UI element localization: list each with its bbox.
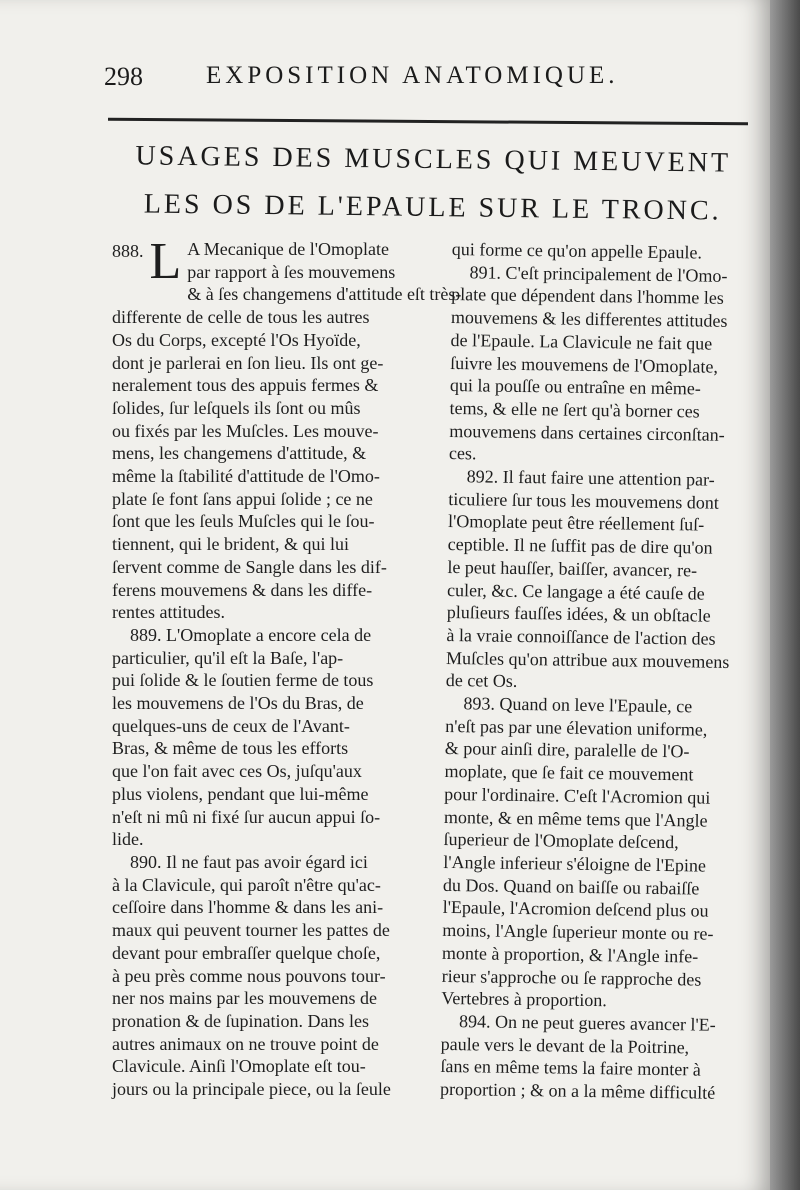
text-line: l'Angle inferieur s'éloigne de l'Epine bbox=[443, 851, 707, 876]
text-line: l'Omoplate peut être réellement ſuſ- bbox=[447, 511, 705, 535]
text-line: à la Clavicule, qui paroît n'être qu'ac- bbox=[112, 874, 381, 895]
text-line: ſolides, ſur leſquels ils ſont ou mûs bbox=[112, 397, 361, 418]
text-line: ferens mouvemens & dans les diffe- bbox=[112, 579, 373, 600]
text-line: & pour ainſi dire, paralelle de l'O- bbox=[444, 738, 690, 762]
text-line: Os du Corps, excepté l'Os Hyoïde, bbox=[112, 329, 361, 350]
running-head bbox=[104, 62, 664, 102]
text-line: proportion ; & on a la même difficulté bbox=[439, 1078, 716, 1103]
text-line: & à ſes changemens d'attitude eſt très- bbox=[187, 284, 462, 305]
text-line: lide. bbox=[112, 829, 144, 850]
text-line: qui forme ce qu'on appelle Epaule. bbox=[451, 238, 703, 263]
text-line: 892. Il faut faire une attention par- bbox=[466, 466, 715, 490]
text-line: neralement tous des appuis fermes & bbox=[112, 375, 379, 396]
text-line: mens, les changemens d'attitude, & bbox=[112, 443, 367, 464]
text-line: monte à proportion, & l'Angle infe- bbox=[441, 942, 699, 967]
text-line: Clavicule. Ainſi l'Omoplate eſt tou- bbox=[112, 1056, 366, 1077]
text-line: même la ſtabilité d'attitude de l'Omo- bbox=[112, 466, 380, 487]
text-line: de cet Os. bbox=[445, 670, 518, 692]
text-line: 893. Quand on leve l'Epaule, ce bbox=[463, 693, 693, 717]
text-line: que l'on fait avec ces Os, juſqu'aux bbox=[112, 761, 362, 782]
text-line: à la vraie connoiſſance de l'action des bbox=[446, 624, 716, 649]
text-line: l'Epaule, l'Acromion deſcend plus ou bbox=[442, 897, 709, 922]
text-line: pronation & de ſupination. Dans les bbox=[112, 1010, 369, 1031]
text-line: ſans en même tems la faire monter à bbox=[440, 1056, 701, 1080]
text-line: Muſcles qu'on attribue aux mouvemens bbox=[446, 647, 730, 672]
text-line: tiennent, qui le brident, & qui lui bbox=[112, 534, 349, 555]
text-line: monte, & en même tems que l'Angle bbox=[443, 806, 708, 831]
text-line: ticuliere ſur tous les mouvemens dont bbox=[448, 488, 719, 513]
text-line: ſont que les ſeuls Muſcles qui le ſou- bbox=[112, 511, 375, 532]
left-column bbox=[112, 233, 462, 1101]
text-line: culer, &c. Ce langage a été cauſe de bbox=[446, 579, 705, 604]
left-column-lines bbox=[112, 233, 462, 1101]
text-line: quelques-uns de ceux de l'Avant- bbox=[112, 715, 350, 736]
text-line: rentes attitudes. bbox=[112, 602, 225, 623]
text-line: le peut hauſſer, baiſſer, avancer, re- bbox=[447, 556, 698, 581]
text-line: pui ſolide & le ſoutien ferme de tous bbox=[112, 670, 374, 691]
text-line: mouvemens dans certaines circonſtan- bbox=[449, 420, 725, 445]
text-line: ſuivre les mouvemens de l'Omoplate, bbox=[450, 352, 719, 377]
text-line: ceptible. Il ne ſuffit pas de dire qu'on bbox=[447, 534, 713, 558]
text-line: par rapport à ſes mouvemens bbox=[187, 261, 396, 282]
text-line: A Mecanique de l'Omoplate bbox=[187, 239, 389, 259]
text-line: dont je parlerai en ſon lieu. Ils ont ge- bbox=[112, 352, 384, 373]
text-line: ces. bbox=[448, 443, 477, 464]
text-line: ner nos mains par les mouvemens de bbox=[112, 988, 377, 1009]
text-line: 894. On ne peut gueres avancer l'E- bbox=[458, 1011, 716, 1035]
text-line: à peu près comme nous pouvons tour- bbox=[112, 965, 386, 986]
text-line: qui la pouſſe ou entraîne en même- bbox=[449, 375, 701, 399]
text-line: rieur s'approche ou ſe rapproche des bbox=[441, 965, 702, 990]
text-line: plus violens, pendant que lui-même bbox=[112, 783, 369, 804]
text-line: ceſſoire dans l'homme & dans les ani- bbox=[112, 897, 384, 918]
paragraph-number: 888. bbox=[112, 241, 144, 261]
right-column bbox=[440, 238, 758, 1105]
text-line: ſervent comme de Sangle dans les dif- bbox=[112, 556, 387, 577]
book-title: EXPOSITION ANATOMIQUE. bbox=[206, 62, 619, 89]
dropcap: L bbox=[149, 233, 182, 290]
text-line: pour l'ordinaire. C'eſt l'Acromion qui bbox=[444, 783, 711, 808]
text-line: de l'Epaule. La Clavicule ne fait que bbox=[450, 329, 713, 354]
text-line: mouvemens & les differentes attitudes bbox=[450, 307, 728, 331]
right-column-lines bbox=[440, 238, 758, 1105]
text-line: 891. C'eſt principalement de l'Omo- bbox=[469, 261, 728, 286]
text-line: ou fixés par les Muſcles. Les mouve- bbox=[112, 420, 379, 441]
paragraph-888 bbox=[112, 233, 462, 1101]
text-line: n'eſt pas par une élevation uniforme, bbox=[445, 715, 708, 740]
text-line: n'eſt ni mû ni fixé ſur aucun appui ſo- bbox=[112, 806, 381, 827]
section-title-line-1: USAGES DES MUSCLES QUI MEUVENT bbox=[135, 140, 732, 179]
text-line: paule vers le devant de la Poitrine, bbox=[440, 1033, 690, 1057]
section-title bbox=[107, 132, 758, 236]
text-line: plate que dépendent dans l'homme les bbox=[451, 284, 724, 309]
text-line: differente de celle de tous les autres bbox=[112, 307, 370, 328]
page-gutter bbox=[770, 0, 800, 1190]
text-line: tems, & elle ne ſert qu'à borner ces bbox=[449, 397, 700, 422]
text-line: 890. Il ne faut pas avoir égard ici bbox=[130, 851, 368, 872]
section-title-line-2: LES OS DE L'EPAULE SUR LE TRONC. bbox=[143, 188, 722, 227]
text-line: Bras, & même de tous les efforts bbox=[112, 738, 349, 759]
page-number: 298 bbox=[104, 62, 143, 91]
text-line: pluſieurs fauſſes idées, & un obſtacle bbox=[446, 602, 711, 626]
text-line: ſuperieur de l'Omoplate deſcend, bbox=[443, 829, 679, 853]
text-line: du Dos. Quand on baiſſe ou rabaiſſe bbox=[442, 874, 700, 899]
text-line: devant pour embraſſer quelque choſe, bbox=[112, 942, 381, 963]
text-line: Vertebres à proportion. bbox=[441, 988, 607, 1011]
text-line: moplate, que ſe fait ce mouvement bbox=[444, 761, 694, 785]
text-line: particulier, qu'il eſt la Baſe, l'ap- bbox=[112, 647, 344, 668]
text-line: les mouvemens de l'Os du Bras, de bbox=[112, 693, 364, 714]
text-line: jours ou la principale piece, ou la ſeule bbox=[112, 1079, 391, 1100]
text-line: maux qui peuvent tourner les pattes de bbox=[112, 920, 390, 941]
text-line: 889. L'Omoplate a encore cela de bbox=[130, 624, 372, 645]
text-line: autres animaux on ne trouve point de bbox=[112, 1033, 379, 1054]
text-line: moins, l'Angle ſuperieur monte ou re- bbox=[442, 920, 714, 944]
text-line: plate ſe font ſans appui ſolide ; ce ne bbox=[112, 488, 373, 509]
